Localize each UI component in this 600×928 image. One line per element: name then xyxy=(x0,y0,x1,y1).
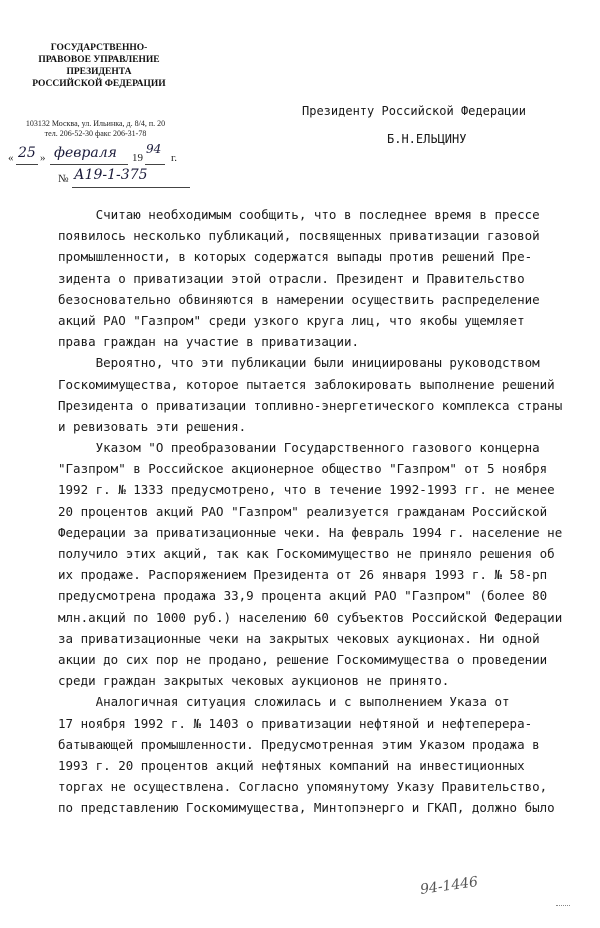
reg-number-label: № xyxy=(58,173,69,185)
body-line: безосновательно обвиняются в намерении осуществить распределение xyxy=(58,291,540,307)
recipient-name: Б.Н.ЕЛЬЦИНУ xyxy=(387,132,467,146)
date-close-quote: » xyxy=(40,152,46,164)
recipient-title: Президенту Российской Федерации xyxy=(302,104,526,118)
body-line: среди граждан закрытых чековых аукционов не принято. xyxy=(58,673,450,689)
body-line: за приватизационные чеки на закрытых чековых аукционах. Ни одной xyxy=(58,630,540,646)
body-line: 20 процентов акций РАО "Газпром" реализуется гражданам Российской xyxy=(58,503,548,519)
letter-body xyxy=(58,204,598,818)
footer-mark xyxy=(556,905,570,906)
date-year-abbr: г. xyxy=(171,152,178,164)
body-line: акций РАО "Газпром" среди узкого круга лиц, что якобы ущемляет xyxy=(58,312,525,328)
letterhead-org-line: ПРАВОВОЕ УПРАВЛЕНИЕ xyxy=(38,55,160,65)
handwritten-number: 94-1446 xyxy=(419,874,480,898)
body-line: и ревизовать эти решения. xyxy=(58,418,247,434)
body-line: Федерации за приватизационные чеки. На февраль 1994 г. население не xyxy=(58,524,563,540)
body-line: 1992 г. № 1333 предусмотрено, что в течение 1992-1993 гг. не менее xyxy=(58,482,555,498)
letterhead-org-line: РОССИЙСКОЙ ФЕДЕРАЦИИ xyxy=(32,79,166,89)
body-line: млн.акций по 1000 руб.) населению 60 субъектов Российской Федерации xyxy=(58,609,563,625)
letterhead-org-line: ПРЕЗИДЕНТА xyxy=(66,67,132,77)
body-line: появилось несколько публикаций, посвященных приватизации газовой xyxy=(58,228,540,244)
body-line: торгах не осуществлена. Согласно упомянутому Указу Правительство, xyxy=(58,779,548,795)
body-line: акции до сих пор не продано, решение Госкомимущества о проведении xyxy=(58,651,548,667)
reg-number-underline xyxy=(72,187,190,188)
letterhead xyxy=(14,42,184,90)
registration-number xyxy=(58,169,208,189)
address-line: 103132 Москва, ул. Ильинка, д. 8/4, п. 20 xyxy=(25,119,166,128)
date-day-underline xyxy=(16,164,38,165)
date-month-underline xyxy=(50,164,128,165)
body-line: 17 ноября 1992 г. № 1403 о приватизации нефтяной и нефтеперера- xyxy=(58,715,533,731)
body-line: Президента о приватизации топливно-энергетического комплекса страны xyxy=(58,397,563,413)
date-open-quote: « xyxy=(8,152,14,164)
body-line: Считаю необходимым сообщить, что в последнее время в прессе xyxy=(58,207,540,222)
body-line: зидента о приватизации этой отрасли. Президент и Правительство xyxy=(58,270,525,286)
body-line: "Газпром" в Российское акционерное общество "Газпром" от 5 ноября xyxy=(58,461,548,477)
body-line: предусмотрена продажа 33,9 процента акций РАО "Газпром" (более 80 xyxy=(58,588,548,604)
date-day: 25 xyxy=(18,145,36,161)
body-line: получило этих акций, так как Госкомимущество не приняло решения об xyxy=(58,546,555,561)
letterhead-address xyxy=(8,119,183,139)
date-month: февраля xyxy=(54,145,117,161)
body-line: 1993 г. 20 процентов акций нефтяных компаний на инвестиционных xyxy=(58,757,525,773)
reg-number-value: А19-1-375 xyxy=(74,167,148,183)
body-line: батывающей промышленности. Предусмотренная этим Указом продажа в xyxy=(58,736,540,752)
body-line: промышленности, в которых содержатся выпады против решений Пре- xyxy=(58,249,533,265)
body-line: их продаже. Распоряжением Президента от 26 января 1993 г. № 58-рп xyxy=(58,567,548,583)
body-line: права граждан на участие в приватизации. xyxy=(58,334,360,350)
letterhead-org-line: ГОСУДАРСТВЕННО- xyxy=(50,43,148,53)
phone-line: тел. 206-52-30 факс 206-31-78 xyxy=(44,129,147,138)
letter-date xyxy=(6,142,196,168)
body-line: по представлению Госкомимущества, Минтопэнерго и ГКАП, должно было xyxy=(58,800,555,816)
body-line: Указом "О преобразовании Государственного газового концерна xyxy=(58,440,540,456)
date-year-suffix: 94 xyxy=(146,142,162,156)
date-year-underline xyxy=(145,164,165,165)
body-line: Вероятно, что эти публикации были инициированы руководством xyxy=(58,355,540,371)
date-year-prefix: 19 xyxy=(132,152,143,164)
body-line: Аналогичная ситуация сложилась и с выполнением Указа от xyxy=(58,694,510,710)
body-line: Госкомимущества, которое пытается заблокировать выполнение решений xyxy=(58,376,555,392)
